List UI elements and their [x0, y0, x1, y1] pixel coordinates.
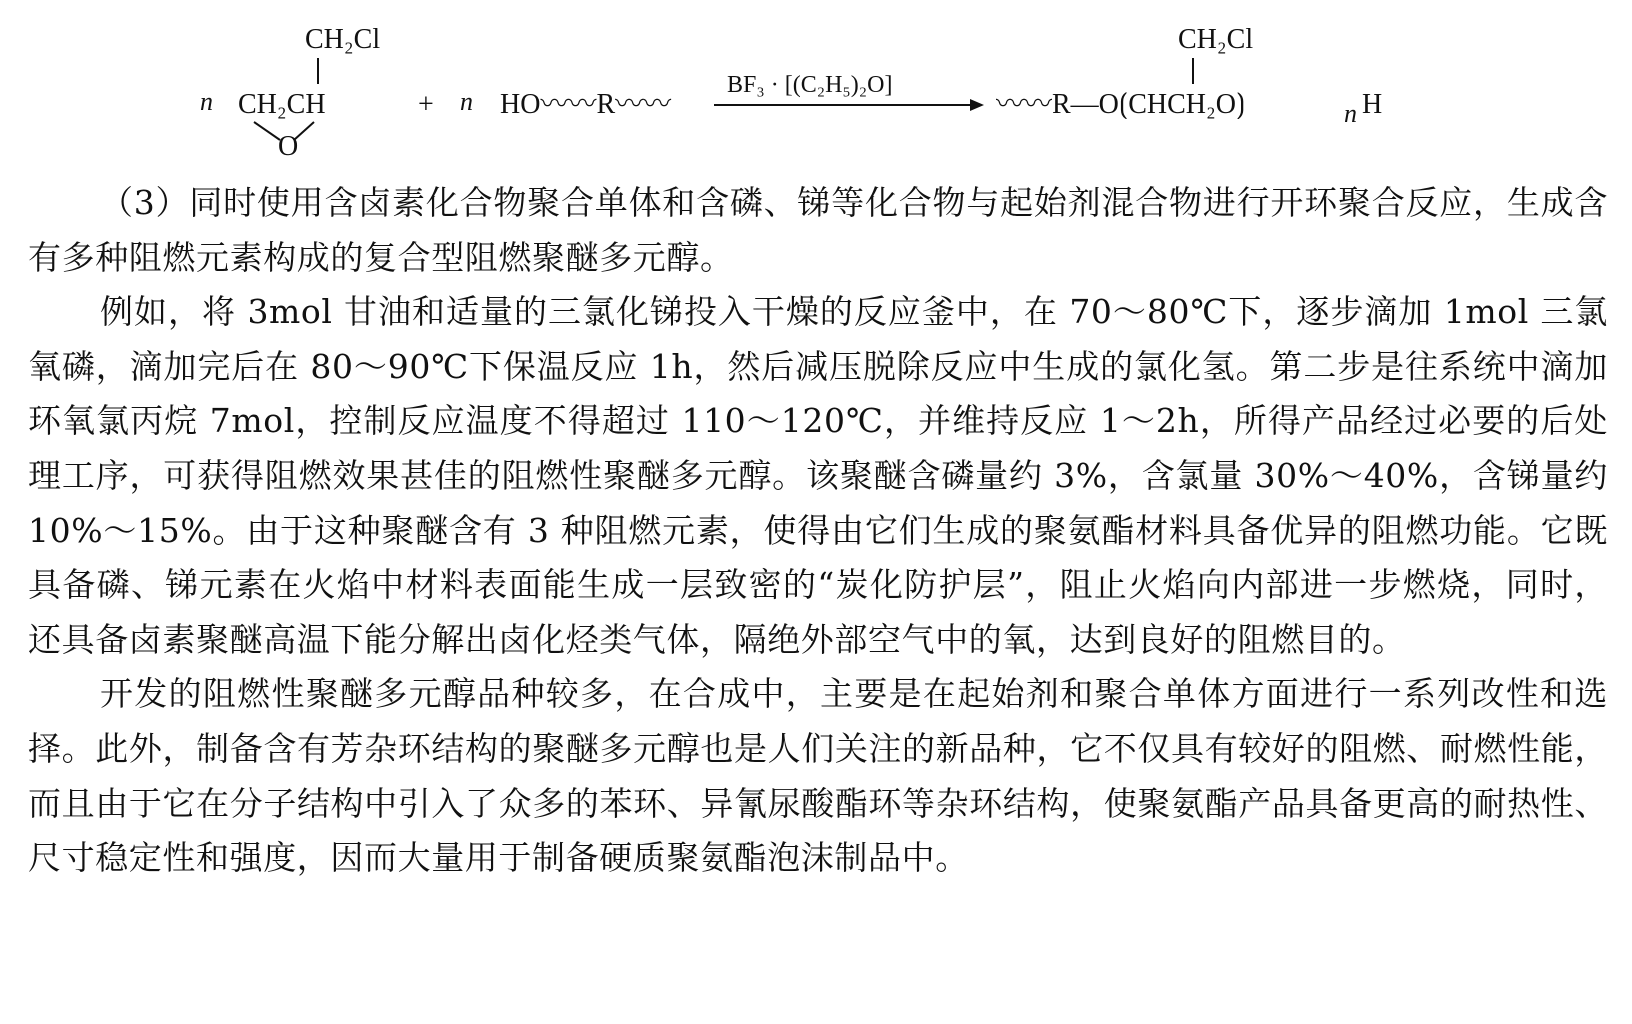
product-main: 〰〰R—O⟮CHCH₂O⟯: [996, 89, 1246, 120]
plus-sign: +: [418, 89, 434, 120]
epoxide-bond-left: [254, 122, 280, 140]
coefficient-right: n: [460, 87, 473, 116]
initiator: HO〰〰R〰〰: [500, 89, 672, 120]
reaction-scheme: [0, 0, 1632, 175]
reaction-scheme-drawing: [0, 0, 1632, 175]
paragraph-3: 开发的阻燃性聚醚多元醇品种较多，在合成中，主要是在起始剂和聚合单体方面进行一系列改性和选择。此外，制备含有芳杂环结构的聚醚多元醇也是人们关注的新品种，它不仅具有较好的阻燃、耐燃性能，而且由于它在分子结构中引入了众多的苯环、异氰尿酸酯环等杂环结构，使聚氨酯产品具备更高的耐热性、尺寸稳定性和强度，因而大量用于制备硬质聚氨酯泡沫制品中。: [28, 674, 1608, 878]
paragraph-2: 例如，将 3mol 甘油和适量的三氯化锑投入干燥的反应釜中，在 70～80℃下，逐步滴加 1mol 三氯氧磷，滴加完后在 80～90℃下保温反应 1h，然后减压脱除反应中生成的氯化氢。第二步是往系统中滴加环氧氯丙烷 7mol，控制反应温度不得超过 110～120℃，并维持反应 1～2h，所得产品经过必要的后处理工序，可获得阻燃效果甚佳的阻燃性聚醚多元醇。该聚醚含磷量约 3%，含氯量 30%～40%，含锑量约 10%～15%。由于这种聚醚含有 3 种阻燃元素，使得由它们生成的聚氨酯材料具备优异的阻燃功能。它既具备磷、锑元素在火焰中材料表面能生成一层致密的“炭化防护层”，阻止火焰向内部进一步燃烧，同时，还具备卤素聚醚高温下能分解出卤化烃类气体，隔绝外部空气中的氧，达到良好的阻燃目的。: [28, 292, 1608, 659]
catalyst-label: BF₃ · [(C₂H₅)₂O]: [727, 72, 893, 98]
coefficient-left: n: [200, 87, 213, 116]
product-repeat-index: n: [1344, 99, 1357, 128]
epoxide-oxygen: O: [278, 131, 299, 162]
product-end-group: H: [1362, 89, 1383, 120]
monomer-main: CH₂CH: [238, 89, 326, 120]
body-text: [28, 176, 1608, 886]
product-substituent: CH₂Cl: [1178, 24, 1254, 55]
monomer-substituent: CH₂Cl: [305, 24, 381, 55]
paragraph-1: （3）同时使用含卤素化合物聚合单体和含磷、锑等化合物与起始剂混合物进行开环聚合反应，生成含有多种阻燃元素构成的复合型阻燃聚醚多元醇。: [28, 183, 1608, 277]
reaction-arrow-head: [970, 99, 984, 111]
